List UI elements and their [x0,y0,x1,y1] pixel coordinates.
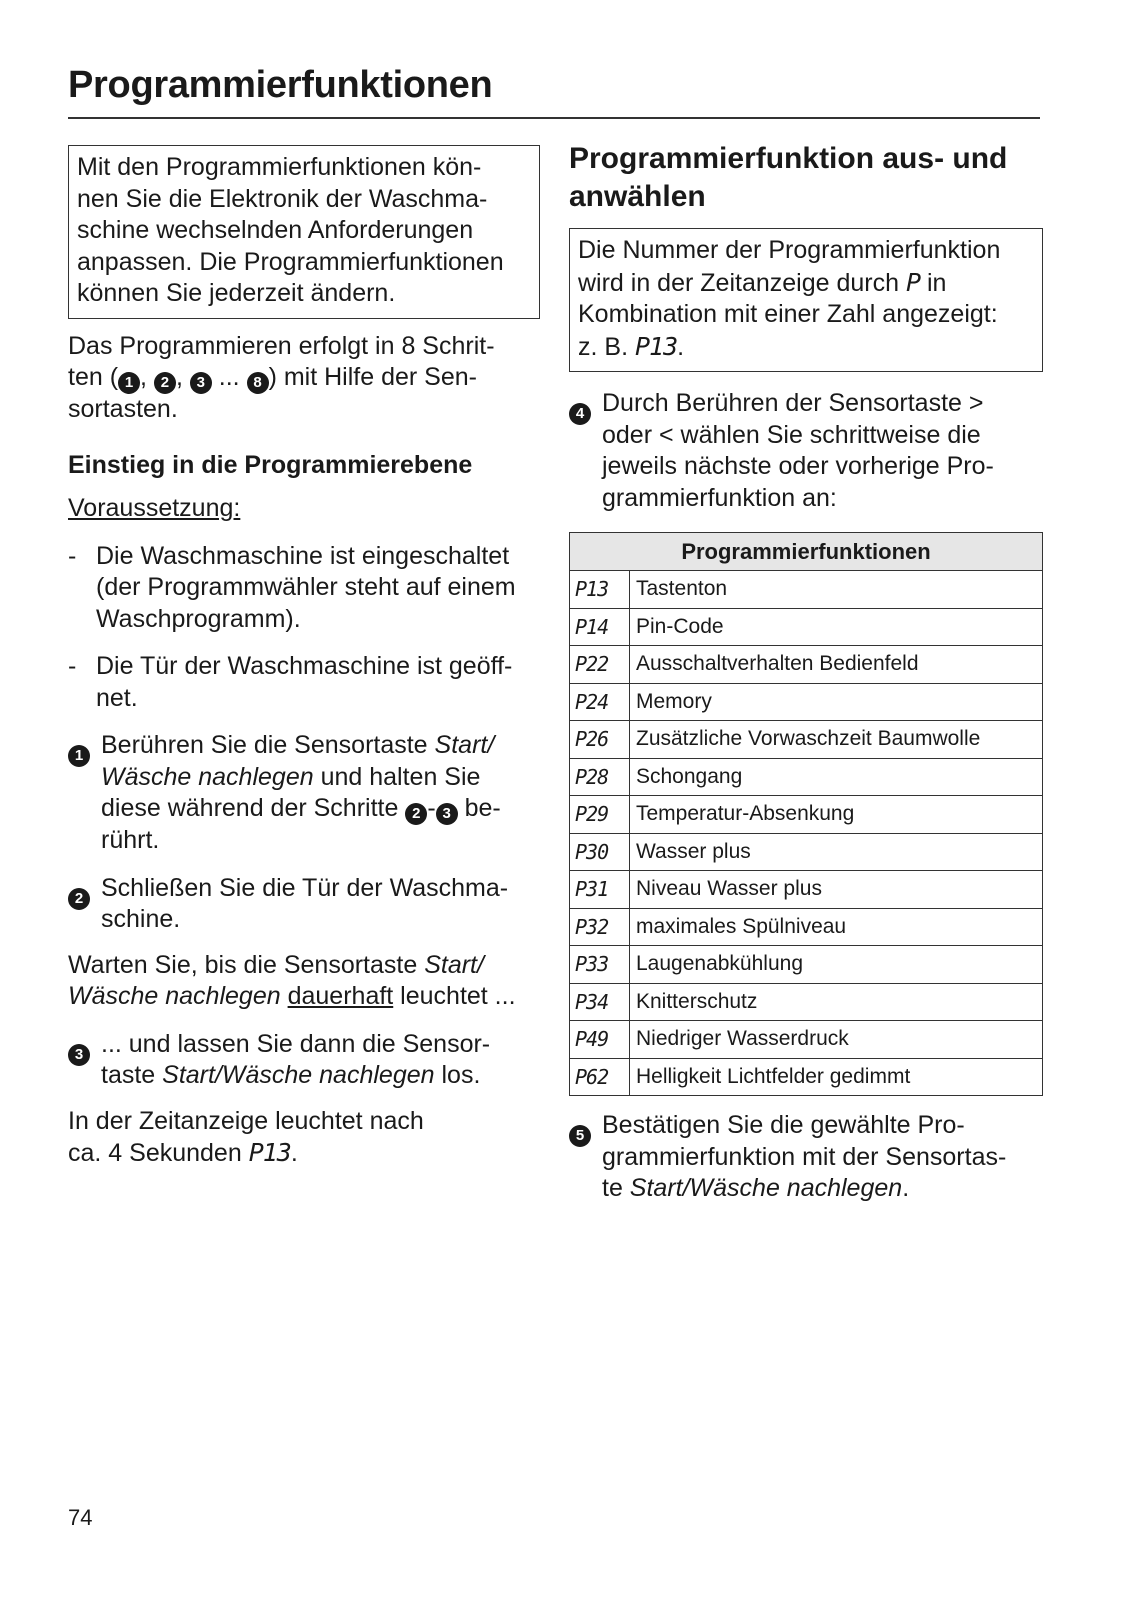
function-label: Laugenabkühlung [630,946,1043,984]
text-run [281,982,288,1010]
list-item [68,651,540,714]
function-label: Ausschaltverhalten Bedienfeld [630,646,1043,684]
text-line [101,730,501,762]
text-run: . [290,1139,298,1167]
page-number: 74 [68,1505,93,1530]
step-marker [68,730,101,857]
function-code: P14 [570,608,630,646]
function-label: maximales Spülniveau [630,908,1043,946]
text-line: grammierfunktion mit der Sensortas- [602,1142,1007,1171]
text-line [101,793,501,825]
step-text [101,1029,490,1092]
step-number-icon: 2 [405,803,427,825]
step-number-icon: 5 [569,1125,591,1147]
step-4 [569,388,1043,514]
text-line: Die Tür der Waschmaschine ist geöff- [96,652,513,680]
text-run: diese während der Schritte [101,794,406,822]
text-run: wird in der Zeitanzeige durch [578,268,906,297]
function-code: P32 [570,908,630,946]
text-run: wählen Sie schrittweise die [673,420,981,449]
text-line [578,267,1034,300]
text-run: und halten Sie [313,762,481,791]
step-text [101,730,501,857]
function-label: Schongang [630,758,1043,796]
table-row [570,946,1043,984]
text-run: . [677,332,685,361]
text-line [101,1060,490,1092]
step-1 [68,730,540,857]
page-title: Programmierfunktionen [68,64,493,106]
text-line: In der Zeitanzeige leuchtet nach [68,1106,424,1135]
text-run: los. [434,1061,481,1089]
function-code: P34 [570,983,630,1021]
text-line: net. [96,683,138,712]
function-code: P33 [570,946,630,984]
table-row [570,758,1043,796]
text-line [602,420,994,452]
text-run: . [902,1174,910,1202]
text-line: jeweils nächste oder vorherige Pro- [602,452,994,480]
step-marker [569,1110,602,1205]
table-header: Programmierfunktionen [570,533,1043,571]
step-number-icon: 4 [569,403,591,425]
paragraph-line [68,362,540,394]
function-label: Tastenton [630,571,1043,609]
step-text [602,1110,1006,1205]
display-code: P13 [634,331,678,361]
function-label: Niedriger Wasserdruck [630,1021,1043,1059]
function-code: P30 [570,833,630,871]
emphasis: dauerhaft [287,982,394,1010]
text-line [101,762,501,794]
final-paragraph [68,1106,540,1170]
paragraph-line: Das Programmieren erfolgt in 8 Schrit- [68,331,495,360]
function-label: Knitterschutz [630,983,1043,1021]
list-item-text [96,651,512,714]
button-name: Start/Wäsche nachlegen [162,1061,435,1089]
intro-line: schine wechselnden Anforderungen [77,216,474,244]
steps-intro-paragraph [68,331,540,426]
function-label: Wasser plus [630,833,1043,871]
button-name: Wäsche nachlegen [68,982,281,1010]
intro-line: anpassen. Die Programmierfunktionen [77,247,504,276]
table-row [570,683,1043,721]
text-run: Berühren Sie die Sensortaste [101,731,435,759]
intro-line: nen Sie die Elektronik der Waschma- [77,184,488,213]
dash-marker: - [68,652,77,680]
step-5 [569,1110,1043,1205]
function-code: P24 [570,683,630,721]
function-label: Pin-Code [630,608,1043,646]
table-row [570,1058,1043,1096]
left-column [68,145,540,1170]
button-name: Start/Wäsche nachlegen [629,1174,903,1202]
step-marker [68,1029,101,1092]
text-run: be- [457,794,501,822]
paragraph-line: sortasten. [68,395,178,423]
table-row [570,721,1043,759]
table-header-row [570,533,1043,571]
step-text [602,388,994,514]
program-functions-table [569,532,1043,1096]
text-line: grammierfunktion an: [602,483,837,512]
table-row [570,1021,1043,1059]
step-number-icon: 8 [247,372,269,394]
text-run: , [175,363,190,391]
display-code: P13 [248,1138,291,1167]
function-code: P49 [570,1021,630,1059]
table-row [570,571,1043,609]
text-run: te [602,1174,630,1202]
list-item-text [96,541,516,636]
step-number-icon: 1 [118,372,140,394]
text-run: ... [211,363,247,391]
text-run: ) mit Hilfe der Sen- [268,363,477,391]
heading-line: anwählen [569,180,706,213]
function-label: Zusätzliche Vorwaschzeit Baumwolle [630,721,1043,759]
table-row [570,646,1043,684]
display-code: P [905,267,921,297]
list-item [68,541,540,636]
text-line [578,331,1034,364]
button-name: Start/ [434,731,495,759]
function-code: P26 [570,721,630,759]
text-line: Schließen Sie die Tür der Waschma- [101,873,509,902]
dash-marker: - [68,541,77,570]
function-code: P62 [570,1058,630,1096]
step-2 [68,873,540,936]
title-divider [68,117,1040,119]
text-line: schine. [101,905,181,933]
step-number-icon: 3 [436,803,458,825]
subheading: Einstieg in die Programmierebene [68,450,473,479]
text-line [68,1137,540,1170]
text-run: in [920,268,947,297]
text-line: (der Programmwähler steht auf einem [96,573,516,601]
table-body [570,571,1043,1096]
next-arrow-icon: > [968,389,984,417]
step-marker [68,873,101,936]
intro-line: Mit den Programmierfunktionen kön- [77,153,482,181]
text-run: , [140,363,154,391]
step-number-icon: 2 [154,372,176,394]
table-row [570,908,1043,946]
step-marker [569,388,602,514]
table-row [570,983,1043,1021]
prerequisite-label: Voraussetzung: [68,494,241,522]
text-run: z. B. [578,332,635,361]
info-box [569,228,1043,372]
table-row [570,833,1043,871]
text-line: Kombination mit einer Zahl angezeigt: [578,300,998,328]
text-line: rührt. [101,826,160,854]
text-run: leuchtet ... [393,982,516,1010]
function-label: Helligkeit Lichtfelder gedimmt [630,1058,1043,1096]
text-run: Durch Berühren der Sensortaste [602,389,969,417]
text-line [602,388,994,420]
right-column [569,140,1043,1205]
function-label: Temperatur-Absenkung [630,796,1043,834]
intro-line: können Sie jederzeit ändern. [77,279,396,307]
text-line [602,1173,1006,1205]
text-line: Die Waschmaschine ist eingeschaltet [96,541,510,570]
function-code: P28 [570,758,630,796]
function-code: P22 [570,646,630,684]
table-row [570,608,1043,646]
text-run: oder [602,420,659,449]
button-name: Start/ [424,950,484,979]
button-name: Wäsche nachlegen [101,762,314,791]
text-line: Bestätigen Sie die gewählte Pro- [602,1111,965,1139]
text-run: ten ( [68,363,119,391]
heading-line: Programmierfunktion aus- und [569,142,1008,175]
function-label: Niveau Wasser plus [630,871,1043,909]
wait-paragraph [68,950,540,1013]
step-number-icon: 3 [68,1044,90,1066]
table-row [570,871,1043,909]
text-run: ca. 4 Sekunden [68,1139,249,1167]
function-code: P13 [570,571,630,609]
text-run: - [427,794,436,822]
text-line: Waschprogramm). [96,604,301,633]
text-line: ... und lassen Sie dann die Sensor- [101,1029,491,1058]
step-number-icon: 1 [68,745,90,767]
text-run: Warten Sie, bis die Sensortaste [68,950,425,979]
text-line [68,981,540,1013]
step-number-icon: 3 [190,372,212,394]
function-code: P29 [570,796,630,834]
step-3 [68,1029,540,1092]
function-label: Memory [630,683,1043,721]
text-run: taste [101,1061,163,1089]
step-number-icon: 2 [68,888,90,910]
text-line: Die Nummer der Programmierfunktion [578,236,1001,264]
table-row [570,796,1043,834]
function-code: P31 [570,871,630,909]
intro-box [68,145,540,319]
previous-arrow-icon: < [658,420,674,449]
section-heading [569,140,1043,216]
step-text [101,873,508,936]
text-line [68,950,540,982]
